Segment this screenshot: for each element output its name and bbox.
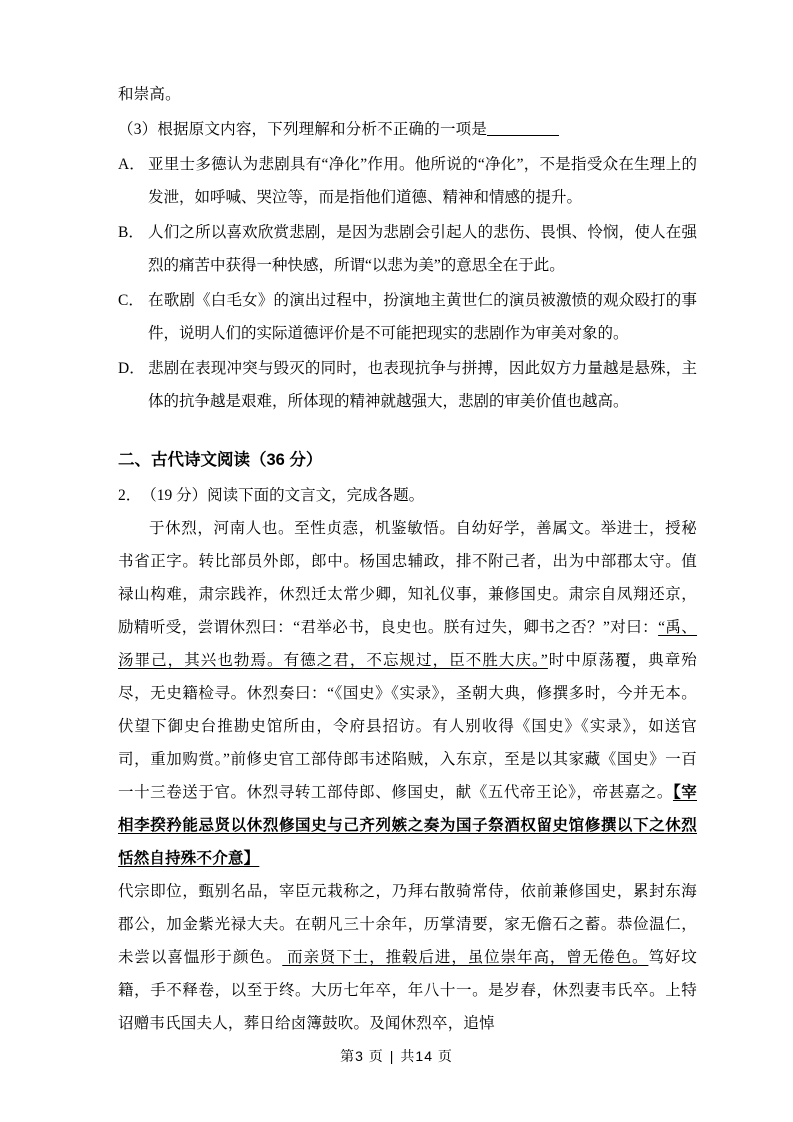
question-2-stem: （19 分）阅读下面的文言文，完成各题。 — [141, 487, 425, 504]
question-3-label: （3）根据原文内容，下列理解和分析不正确的一项是 — [118, 121, 488, 138]
footer-current-page: 第3 页 — [340, 1048, 384, 1064]
answer-blank — [487, 135, 559, 136]
page-footer — [0, 1046, 793, 1066]
footer-total-pages: 共14 页 — [400, 1048, 453, 1064]
option-a — [118, 148, 697, 214]
passage-run: 时中原荡覆，典章殆尽，无史籍检寻。休烈奏曰：“《国史》《实录》，圣朝大典，修撰多时，今并无本。伏望下御史台推勘史馆所由，令府县招访。有人别收得《国史》《实录》，如送官司，重加购赏。”前修史官工部侍郎韦述陷贼，入东京，至是以其家藏《国史》一百一十三卷送于官。休烈寻转工部侍郎、修国史，献《五代帝王论》，帝甚嘉之。 — [118, 652, 697, 801]
option-a-text: 亚里士多德认为悲剧具有“净化”作用。他所说的“净化”，不是指受众在生理上的发泄，如呼喊、哭泣等，而是指他们道德、精神和情感的提升。 — [148, 156, 697, 206]
passage-run: “禹、汤罪己，其兴也勃焉。有德之君，不忘规过，臣不胜大庆。” — [118, 619, 698, 669]
passage-run: 于休烈，河南人也。至性贞悫，机鉴敏悟。自幼好学，善属文。举进士，授秘书省正字。转比部员外郎，郎中。杨国忠辅政，排不附己者，出为中部郡太守。值禄山构难，肃宗践祚，休烈迁太常少卿，知礼仪事，兼修国史。肃宗自凤翔还京，励精听受，尝谓休烈曰：“君举必书，良史也。朕有过失，卿书之否？”对曰： — [118, 520, 697, 636]
passage-run: 而亲贤下士，推毂后进，虽位崇年高，曾无倦色。 — [282, 949, 649, 966]
option-d-letter: D． — [118, 360, 145, 377]
option-d — [118, 352, 697, 418]
passage-run: 笃好坟籍，手不释卷，以至于终。大历七年卒，年八十一。是岁春，休烈妻韦氏卒。上特诏赠韦氏国夫人，葬日给卤簿鼓吹。及闻休烈卒，追悼 — [118, 949, 697, 1032]
question-3-stem — [118, 113, 697, 146]
passage-paragraph-2 — [118, 875, 697, 1040]
option-b — [118, 216, 697, 282]
option-c — [118, 284, 697, 350]
question-2-number: 2． — [118, 487, 142, 504]
option-b-text: 人们之所以喜欢欣赏悲剧，是因为悲剧会引起人的悲伤、畏惧、怜悯，使人在强烈的痛苦中获得一种快感，所谓“以悲为美”的意思全在于此。 — [148, 224, 697, 274]
footer-separator: | — [389, 1048, 395, 1064]
option-d-text: 悲剧在表现冲突与毁灭的同时，也表现抗争与拼搏，因此奴方力量越是悬殊，主体的抗争越是艰难，所体现的精神就越强大，悲剧的审美价值也越高。 — [148, 360, 697, 410]
passage-paragraph-1 — [118, 512, 697, 875]
option-c-letter: C． — [118, 292, 144, 309]
option-b-letter: B． — [118, 224, 144, 241]
option-a-letter: A． — [118, 156, 145, 173]
passage-run: 【宰相李揆矜能忌贤以休烈修国史与己齐列嫉之奏为国子祭酒权留史馆修撰以下之休烈恬然自持殊不介意】 — [118, 784, 697, 867]
continuation-text: 和崇高。 — [118, 86, 181, 103]
option-c-text: 在歌剧《白毛女》的演出过程中，扮演地主黄世仁的演员被激愤的观众殴打的事件，说明人们的实际道德评价是不可能把现实的悲剧作为审美对象的。 — [148, 292, 697, 342]
passage-run: 代宗即位，甄别名品，宰臣元栽称之，乃拜右散骑常侍，依前兼修国史，累封东海郡公，加金紫光禄大夫。在朝凡三十余年，历掌清要，家无儋石之蓄。恭俭温仁，未尝以喜愠形于颜色。 — [118, 883, 697, 966]
section-heading-two: 二、古代诗文阅读（36 分） — [118, 451, 323, 469]
question-2 — [118, 479, 697, 512]
